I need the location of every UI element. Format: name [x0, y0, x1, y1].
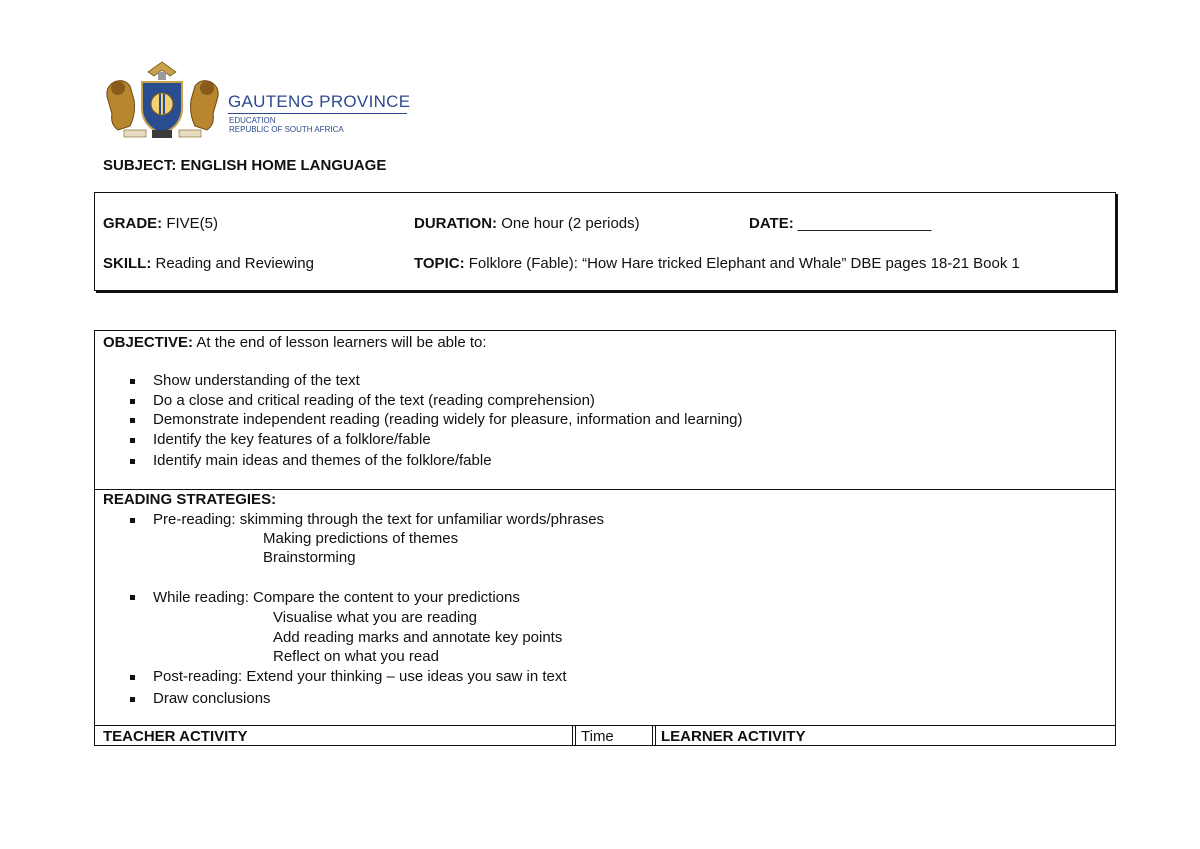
skill-field	[103, 255, 314, 272]
strategy-pre-sub: Brainstorming	[263, 549, 356, 566]
time-header: Time	[581, 728, 614, 745]
logo-subtitle-education: EDUCATION	[229, 116, 276, 125]
bullet-icon	[130, 518, 135, 523]
strategy-post-reading: Post-reading: Extend your thinking – use ideas you saw in text	[153, 668, 567, 685]
skill-value: Reading and Reviewing	[151, 255, 314, 272]
bullet-icon	[130, 438, 135, 443]
grade-field	[103, 215, 218, 232]
logo-title: GAUTENG PROVINCE	[228, 92, 411, 111]
bullet-icon	[130, 675, 135, 680]
learner-activity-header: LEARNER ACTIVITY	[661, 728, 806, 745]
topic-label: TOPIC:	[414, 255, 465, 272]
objective-item: Demonstrate independent reading (reading widely for pleasure, information and learning)	[153, 411, 743, 428]
strategy-while-reading: While reading: Compare the content to your predictions	[153, 589, 520, 606]
logo-subtitle-country: REPUBLIC OF SOUTH AFRICA	[229, 125, 344, 134]
section-divider	[95, 489, 1115, 490]
grade-value: FIVE(5)	[162, 215, 219, 232]
date-field	[749, 215, 931, 232]
topic-field	[414, 255, 1020, 272]
strategies-heading: READING STRATEGIES:	[103, 491, 277, 508]
strategy-pre-reading: Pre-reading: skimming through the text for unfamiliar words/phrases	[153, 511, 605, 528]
grade-label: GRADE:	[103, 215, 163, 232]
strategy-while-sub: Reflect on what you read	[273, 648, 439, 665]
objective-item: Identify main ideas and themes of the folklore/fable	[153, 452, 492, 469]
coat-of-arms-icon	[100, 60, 225, 140]
subject-heading: SUBJECT: ENGLISH HOME LANGUAGE	[103, 157, 387, 174]
bullet-icon	[130, 459, 135, 464]
duration-field	[414, 215, 640, 232]
objective-label: OBJECTIVE:	[103, 334, 194, 351]
objective-heading	[103, 334, 487, 351]
strategy-pre-sub: Making predictions of themes	[263, 530, 459, 547]
skill-label: SKILL:	[103, 255, 152, 272]
topic-value: Folklore (Fable): “How Hare tricked Elephant and Whale” DBE pages 18-21 Book 1	[464, 255, 1020, 272]
objective-item: Show understanding of the text	[153, 372, 360, 389]
duration-label: DURATION:	[414, 215, 498, 232]
date-label: DATE:	[749, 215, 794, 232]
objective-item: Do a close and critical reading of the text (reading comprehension)	[153, 392, 595, 409]
objective-item: Identify the key features of a folklore/fable	[153, 431, 431, 448]
strategy-while-sub: Add reading marks and annotate key points	[273, 629, 563, 646]
bullet-icon	[130, 697, 135, 702]
date-value: ________________	[793, 215, 932, 232]
column-divider	[575, 726, 576, 746]
gauteng-logo	[100, 60, 420, 140]
strategy-draw-conclusions: Draw conclusions	[153, 690, 271, 707]
bullet-icon	[130, 595, 135, 600]
duration-value: One hour (2 periods)	[497, 215, 640, 232]
section-divider	[95, 725, 1115, 726]
logo-divider	[228, 113, 407, 114]
teacher-activity-header: TEACHER ACTIVITY	[103, 728, 248, 745]
bullet-icon	[130, 418, 135, 423]
column-divider	[655, 726, 656, 746]
column-divider	[572, 726, 573, 746]
objective-intro: At the end of lesson learners will be able to:	[193, 334, 487, 351]
lesson-plan-table	[94, 330, 1116, 746]
lesson-info-box	[94, 192, 1116, 291]
bullet-icon	[130, 399, 135, 404]
column-divider	[652, 726, 653, 746]
strategy-while-sub: Visualise what you are reading	[273, 609, 478, 626]
bullet-icon	[130, 379, 135, 384]
